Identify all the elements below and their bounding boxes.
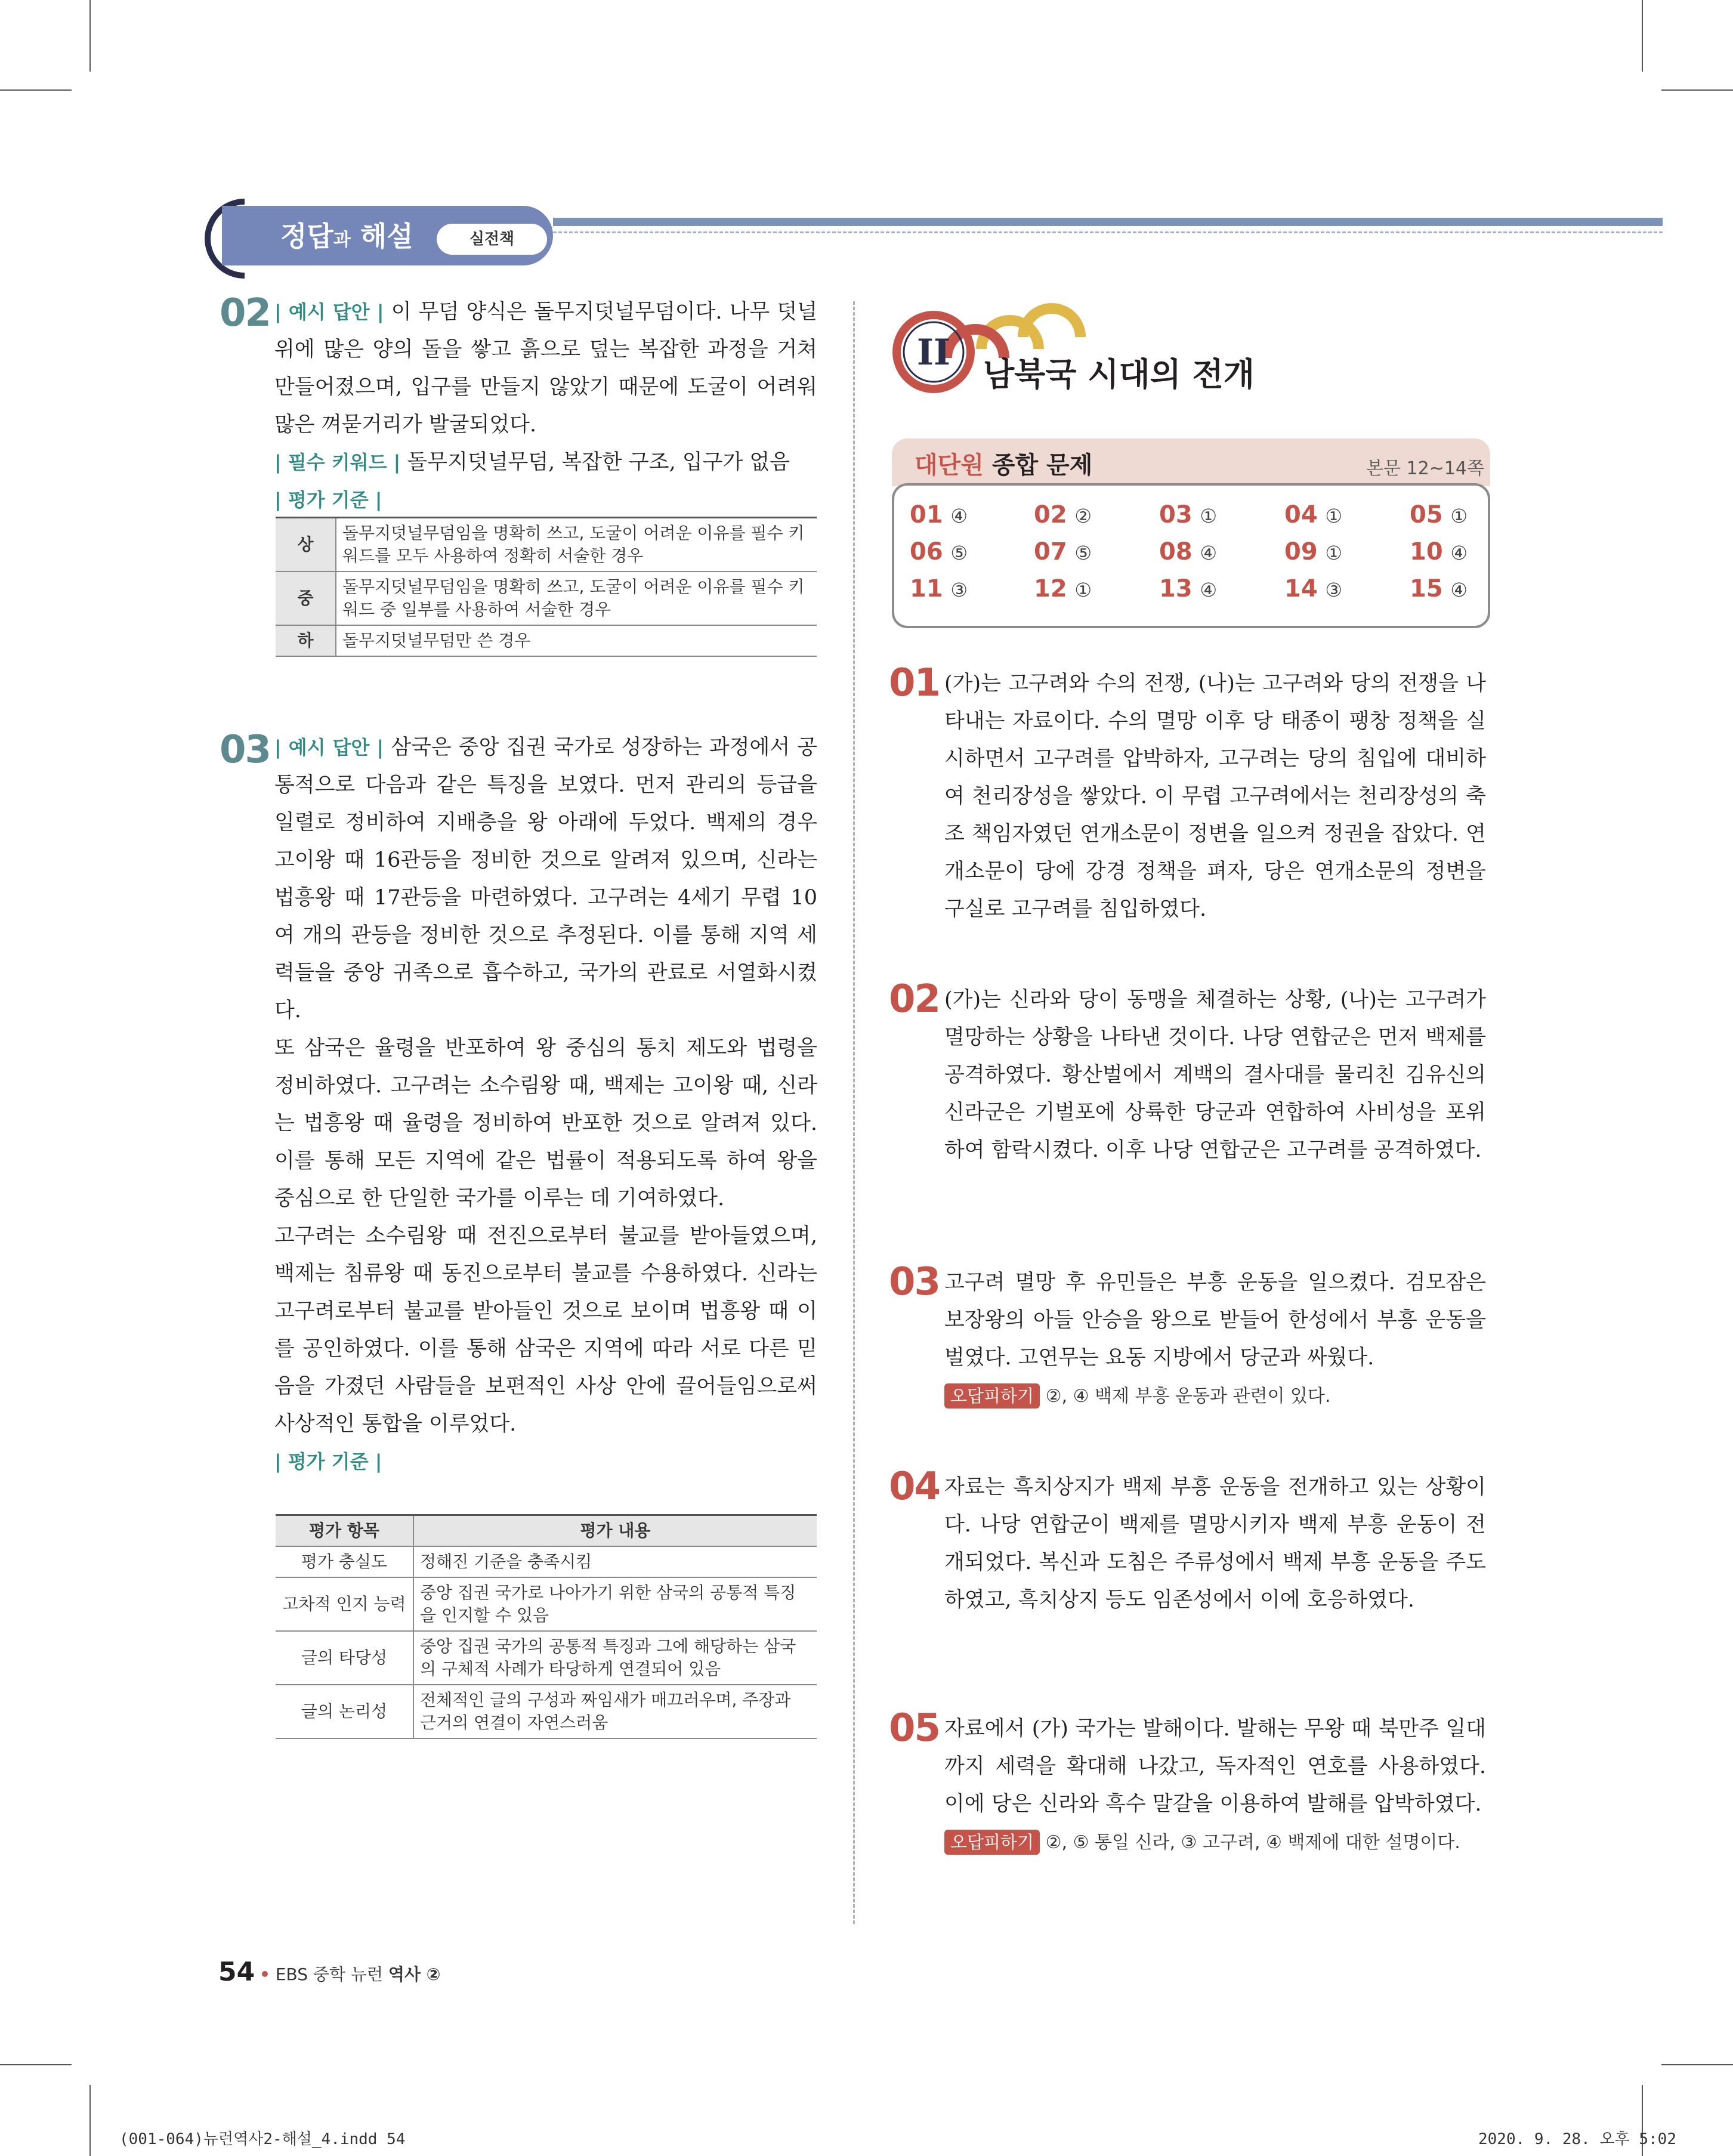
table-row: 고차적 인지 능력 중앙 집권 국가로 나아가기 위한 삼국의 공통적 특징을 인지할 수 있음 xyxy=(276,1577,817,1631)
page-number: 54 xyxy=(218,1957,255,1987)
question-number: 03 xyxy=(889,1260,940,1304)
answer-box-reference: 본문 12~14쪽 xyxy=(1366,458,1484,479)
header-rule xyxy=(553,218,1663,226)
table-row: 상 돌무지덧널무덤임을 명확히 쓰고, 도굴이 어려운 이유를 필수 키워드를 모두 사용하여 정확히 서술한 경우 xyxy=(276,518,817,572)
answer-item: 02 ② xyxy=(1034,501,1092,529)
table-row: 글의 논리성 전체적인 글의 구성과 짜임새가 매끄러우며, 주장과 근거의 연결이 자연스러움 xyxy=(276,1685,817,1738)
answer-tag: | 예시 답안 | xyxy=(274,301,384,323)
unit-numeral: II xyxy=(916,332,951,373)
crop-mark xyxy=(89,2085,91,2156)
criteria-tag: | 평가 기준 | xyxy=(274,1450,382,1473)
answer-item: 10 ④ xyxy=(1410,538,1468,566)
answer-item: 08 ④ xyxy=(1159,538,1218,566)
explanation-paragraph: 자료에서 (가) 국가는 발해이다. 발해는 무왕 때 북만주 일대까지 세력을 확대해 나갔고, 독자적인 연호를 사용하였다. 이에 당은 신라와 흑수 말갈을 이용하여 발해를 압박하였다. 오답피하기 ②, ⑤ 통일 신라, ③ 고구려, ④ 백제에 대한 설명이다. xyxy=(944,1710,1486,1861)
explanation-paragraph: 고구려 멸망 후 유민들은 부흥 운동을 일으켰다. 검모잠은 보장왕의 아들 안승을 왕으로 받들어 한성에서 부흥 운동을 벌였다. 고연무는 요동 지방에서 당군과 싸웠다. 오답피하기 ②, ④ 백제 부흥 운동과 관련이 있다. xyxy=(944,1264,1486,1415)
explanation-paragraph: (가)는 고구려와 수의 전쟁, (나)는 고구려와 당의 전쟁을 나타내는 자료이다. 수의 멸망 이후 당 태종이 팽창 정책을 실시하면서 고구려를 압박하자, 고구려는 당의 침입에 대비하여 천리장성을 쌓았다. 이 무렵 고구려에서는 천리장성의 축조 책임자였던 연개소문이 정변을 일으켜 정권을 잡았다. 연개소문이 당에 강경 정책을 펴자, 당은 연개소문의 정변을 구실로 고구려를 침입하였다. xyxy=(944,672,1486,921)
answer-item: 05 ① xyxy=(1410,501,1468,529)
answer-tag: | 예시 답안 | xyxy=(274,736,384,759)
question-number: 02 xyxy=(220,291,271,335)
keyword-tag: | 필수 키워드 | xyxy=(274,451,401,474)
question-number: 02 xyxy=(889,977,940,1021)
crop-mark xyxy=(1661,89,1733,91)
question-number: 05 xyxy=(889,1706,940,1750)
question-number: 04 xyxy=(889,1465,940,1509)
book-title: • EBS 중학 뉴런 역사 ② xyxy=(260,1965,441,1984)
crop-mark xyxy=(0,89,72,91)
column-divider xyxy=(853,301,855,1924)
answer-item: 14 ③ xyxy=(1284,575,1343,603)
table-row: 중 돌무지덧널무덤임을 명확히 쓰고, 도굴이 어려운 이유를 필수 키워드 중 일부를 사용하여 서술한 경우 xyxy=(276,572,817,625)
explanation-paragraph: (가)는 신라와 당이 동맹을 체결하는 상황, (나)는 고구려가 멸망하는 상황을 나타낸 것이다. 나당 연합군은 먼저 백제를 공격하였다. 황산벌에서 계백의 결사대를 물리친 김유신의 신라군은 기벌포에 상륙한 당군과 연합하여 사비성을 포위하여 함락시켰다. 이후 나당 연합군은 고구려를 공격하였다. xyxy=(944,988,1486,1162)
table-row: 평가 항목 평가 내용 xyxy=(276,1515,817,1547)
unit-title: 남북국 시대의 전개 xyxy=(983,356,1255,393)
answer-item: 12 ① xyxy=(1034,575,1092,603)
answer-item: 07 ⑤ xyxy=(1034,538,1092,566)
crop-mark xyxy=(89,0,91,72)
question-number: 01 xyxy=(889,661,940,705)
note-tag: 오답피하기 xyxy=(944,1383,1040,1408)
print-date: 2020. 9. 28. 오후 5:02 xyxy=(1478,2130,1676,2148)
answer-paragraph: | 예시 답안 | 이 무덤 양식은 돌무지덧널무덤이다. 나무 덧널 위에 많은 양의 돌을 쌓고 흙으로 덮는 복잡한 과정을 거쳐 만들어졌으며, 입구를 만들지 않았기 때문에 도굴이 어려워 많은 껴묻거리가 발굴되었다. | 필수 키워드 | 돌무지덧널무덤, 복잡한 구조, 입구가 없음 | 평가 기준 | xyxy=(274,300,817,511)
crop-mark xyxy=(0,2064,72,2065)
table-row: 하 돌무지덧널무덤만 쓴 경우 xyxy=(276,625,817,656)
answer-item: 04 ① xyxy=(1284,501,1343,529)
explanation-paragraph: 자료는 흑치상지가 백제 부흥 운동을 전개하고 있는 상황이다. 나당 연합군이 백제를 멸망시키자 백제 부흥 운동이 전개되었다. 복신과 도침은 주류성에서 백제 부흥 운동을 주도하였고, 흑치상지 등도 임존성에서 이에 호응하였다. xyxy=(944,1475,1486,1612)
header-tag: 실전책 xyxy=(437,224,547,255)
crop-mark xyxy=(1642,0,1643,72)
answer-item: 09 ① xyxy=(1284,538,1343,566)
file-info: (001-064)뉴런역사2-해설_4.indd 54 xyxy=(119,2130,406,2148)
crop-mark xyxy=(1661,2064,1733,2065)
criteria-tag: | 평가 기준 | xyxy=(274,489,382,511)
evaluation-table xyxy=(276,1514,817,1739)
answer-item: 01 ④ xyxy=(910,501,968,529)
header-dashed-rule xyxy=(553,231,1663,233)
answer-item: 11 ③ xyxy=(910,575,968,603)
answer-item: 15 ④ xyxy=(1410,575,1468,603)
table-row: 평가 충실도 정해진 기준을 충족시킴 xyxy=(276,1546,817,1577)
header-title: 정답과 해설 xyxy=(280,220,413,252)
answer-item: 03 ① xyxy=(1159,501,1218,529)
answer-item: 06 ⑤ xyxy=(910,538,968,566)
criteria-table xyxy=(276,517,817,657)
question-number: 03 xyxy=(220,728,271,772)
answer-box-title: 대단원 종합 문제 xyxy=(915,452,1093,479)
table-row: 글의 타당성 중앙 집권 국가의 공통적 특징과 그에 해당하는 삼국의 구체적 사례가 타당하게 연결되어 있음 xyxy=(276,1631,817,1685)
note-tag: 오답피하기 xyxy=(944,1830,1040,1855)
answer-paragraph: | 예시 답안 | 삼국은 중앙 집권 국가로 성장하는 과정에서 공통적으로 다음과 같은 특징을 보였다. 먼저 관리의 등급을 일렬로 정비하여 지배층을 왕 아래에 두었다. 백제의 경우 고이왕 때 16관등을 정비한 것으로 알려져 있으며, 신라는 법흥왕 때 17관등을 마련하였다. 고구려는 4세기 무렵 10여 개의 관등을 정비한 것으로 추정된다. 이를 통해 지역 세력들을 중앙 귀족으로 흡수하고, 국가의 관료로 서열화시켰다. 또 삼국은 율령을 반포하여 왕 중심의 통치 제도와 법령을 정비하였다. 고구려는 소수림왕 때, 백제는 고이왕 때, 신라는 법흥왕 때 율령을 정비하여 반포한 것으로 알려져 있다. 이를 통해 모든 지역에 같은 법률이 적용되도록 하여 왕을 중심으로 한 단일한 국가를 이루는 데 기여하였다. 고구려는 소수림왕 때 전진으로부터 불교를 받아들였으며, 백제는 침류왕 때 동진으로부터 불교를 수용하였다. 신라는 고구려로부터 불교를 받아들인 것으로 보이며 법흥왕 때 이를 공인하였다. 이를 통해 삼국은 지역에 따라 서로 다른 믿음을 가졌던 사람들을 보편적인 사상 안에 끌어들임으로써 사상적인 통합을 이루었다. | 평가 기준 | xyxy=(274,736,817,1473)
answer-item: 13 ④ xyxy=(1159,575,1218,603)
